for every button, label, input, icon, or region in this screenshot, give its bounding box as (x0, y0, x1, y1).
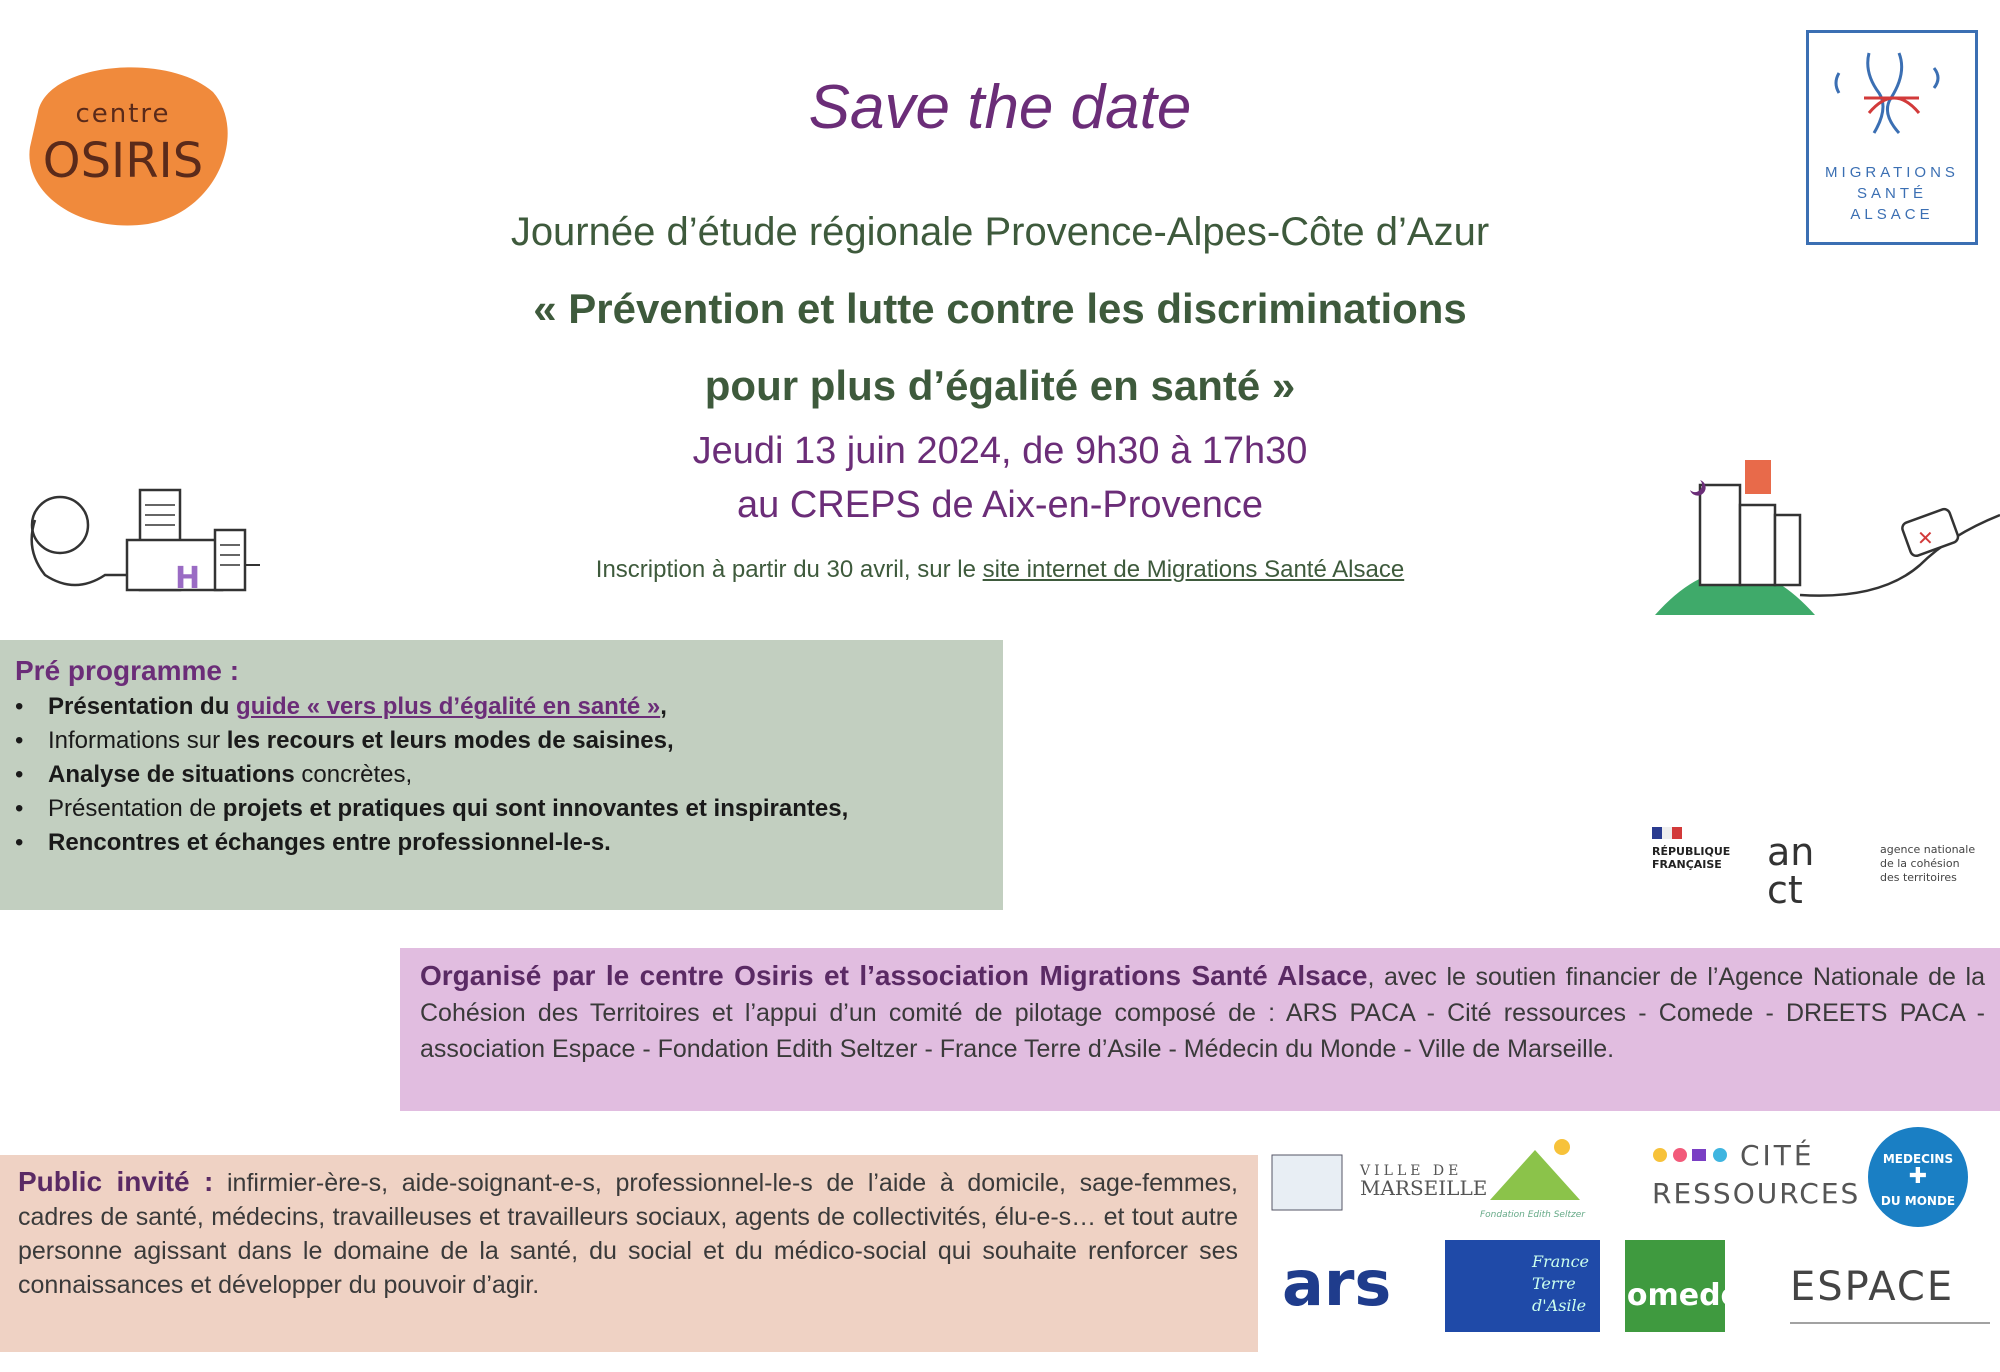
programme-item-text: Analyse de situations (48, 761, 295, 788)
programme-item-text: Informations sur (48, 727, 227, 754)
osiris-logo-main: OSIRIS (42, 133, 204, 189)
fta-logo-line1: France (1532, 1252, 1590, 1271)
programme-item-text: Présentation de (48, 795, 223, 822)
anct-logo-line2: ct (1767, 868, 1803, 912)
msa-logo-line2: SANTÉ (1856, 185, 1927, 202)
save-the-date-heading: Save the date (808, 73, 1192, 142)
programme-title: Pré programme : (15, 655, 240, 686)
event-title-line2: pour plus d’égalité en santé » (704, 362, 1296, 409)
fta-logo-line2: Terre (1532, 1274, 1576, 1293)
comede-logo-text: comede (1609, 1278, 1741, 1313)
ars-logo-text: ars (1282, 1247, 1392, 1320)
guide-link[interactable]: guide « vers plus d’égalité en santé » (236, 693, 661, 720)
organizers-rest: , avec le soutien financier de l’Agence Nationale de la Cohésion des Territoires et l’appui d’un comité de pilotage composé de : ARS PACA - Cité ressources - Comede - DREETS PACA - association Espace - Fondation Edith Seltzer - France Terre d’Asile - Médecin du Monde - Ville de Marseille. (420, 963, 1985, 1063)
anct-caption-line1: agence nationale (1880, 843, 1976, 856)
public-bold: Public invité : (18, 1166, 214, 1197)
marseille-logo-line1: VILLE DE (1360, 1163, 1463, 1179)
marseille-logo-line2: MARSEILLE (1360, 1176, 1488, 1200)
programme-item (15, 724, 848, 758)
anct-caption-line3: des territoires (1880, 871, 1957, 884)
person-hospital-illustration (15, 480, 260, 600)
event-date: Jeudi 13 juin 2024, de 9h30 à 17h30 (692, 430, 1308, 472)
inscription-text: Inscription à partir du 30 avril, sur le (595, 556, 983, 583)
cite-logo-line1: CITÉ (1740, 1139, 1815, 1172)
programme-item-text: projets et pratiques qui sont innovantes et inspirantes, (222, 795, 849, 822)
anct-caption-line2: de la cohésion (1880, 857, 1960, 870)
cite-logo-line2: RESSOURCES (1652, 1177, 1861, 1210)
programme-item-text: Rencontres et échanges entre professionnel-le-s. (48, 829, 611, 856)
msa-logo-line1: MIGRATIONS (1825, 164, 1959, 181)
fta-logo-line3: d'Asile (1532, 1296, 1587, 1315)
msa-logo-line3: ALSACE (1850, 206, 1934, 223)
mdm-logo-line2: DU MONDE (1880, 1194, 1956, 1208)
programme-item (15, 826, 848, 860)
mdm-logo-line1: MEDECINS (1882, 1152, 1954, 1166)
svg-text:✚: ✚ (1908, 1164, 1928, 1189)
organizers-text (420, 958, 1985, 1067)
programme-item (15, 758, 848, 792)
republique-anct-logos (1652, 825, 1992, 915)
event-subtitle: Journée d’étude régionale Provence-Alpes-Côte d’Azur (510, 210, 1490, 254)
anct-logo-line1: an (1767, 830, 1815, 874)
organizers-bold: Organisé par le centre Osiris et l’association Migrations Santé Alsace (420, 960, 1368, 991)
espace-logo-text: ESPACE (1790, 1264, 1955, 1310)
programme-list (15, 690, 848, 860)
programme-item-text: , (660, 693, 667, 720)
programme-item-text: Présentation du (48, 693, 237, 720)
partner-logos-row2 (1270, 1235, 2000, 1345)
event-place: au CREPS de Aix-en-Provence (737, 484, 1263, 526)
programme-item (15, 690, 848, 724)
osiris-logo-top: centre (75, 99, 171, 129)
svg-text:H: H (175, 561, 201, 596)
msa-website-link[interactable]: site internet de Migrations Santé Alsace (982, 556, 1405, 583)
svg-text:✕: ✕ (1917, 526, 1934, 550)
seltzer-logo-text: Fondation Edith Seltzer (1480, 1210, 1585, 1220)
city-ambulance-illustration (1655, 455, 2000, 615)
public-rest: infirmier-ère-s, aide-soignant-e-s, professionnel-le-s de l’aide à domicile, sage-femmes, cadres de santé, médecins, travailleuses et travailleurs sociaux, agents de collectivités, élu-e-s… et tout autre personne agissant dans le domaine de la santé, du social et du médico-social qui souhaite renforcer ses connaissances et développer du pouvoir d’agir. (18, 1169, 1238, 1299)
event-title-line1: « Prévention et lutte contre les discriminations (533, 285, 1467, 332)
republique-logo-line2: FRANÇAISE (1652, 858, 1722, 871)
public-text (18, 1165, 1238, 1302)
republique-logo-line1: RÉPUBLIQUE (1652, 845, 1731, 858)
programme-item-text: les recours et leurs modes de saisines, (226, 727, 674, 754)
programme-item-text: concrètes, (294, 761, 413, 788)
partner-logos-row1 (1270, 1125, 2000, 1235)
programme-item (15, 792, 848, 826)
